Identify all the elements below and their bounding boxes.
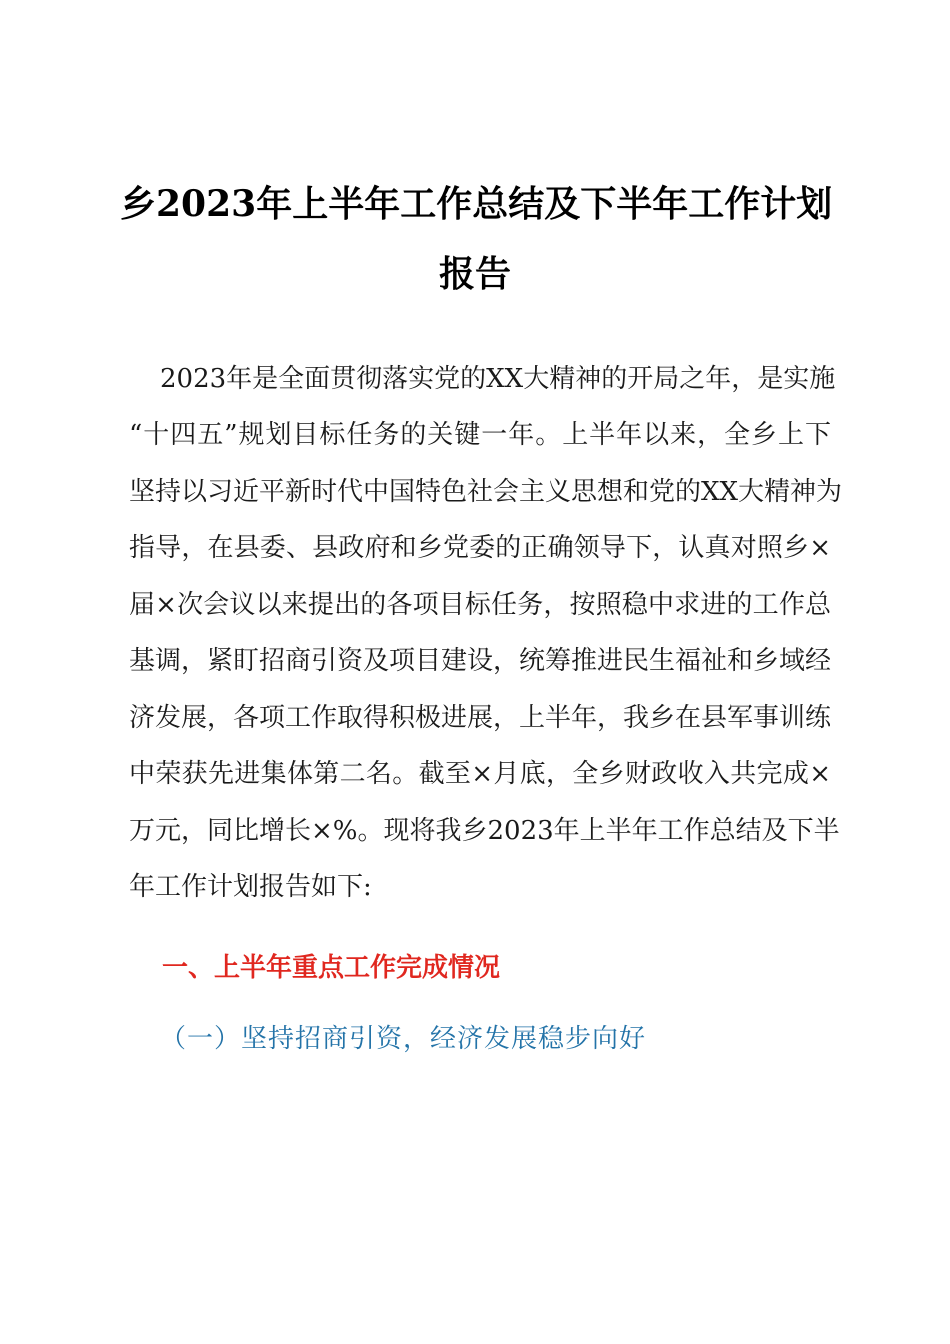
intro-paragraph-line: “十四五”规划目标任务的关键一年。上半年以来，全乡上下	[129, 420, 831, 450]
document-title-line-2: 报告	[438, 253, 511, 295]
document-title-line-1: 乡2023年上半年工作总结及下半年工作计划	[120, 183, 833, 225]
intro-paragraph-line: 中荣获先进集体第二名。截至×月底，全乡财政收入共完成×	[129, 759, 831, 789]
intro-paragraph-line: 届×次会议以来提出的各项目标任务，按照稳中求进的工作总	[129, 590, 831, 620]
subsection-heading: （一）坚持招商引资，经济发展稳步向好	[160, 1024, 647, 1054]
intro-paragraph-line: 年工作计划报告如下:	[129, 872, 372, 902]
intro-paragraph-line: 济发展，各项工作取得积极进展，上半年，我乡在县军事训练	[129, 703, 832, 733]
intro-paragraph-line: 坚持以习近平新时代中国特色社会主义思想和党的XX大精神为	[129, 477, 843, 507]
intro-paragraph-line: 2023年是全面贯彻落实党的XX大精神的开局之年，是实施	[160, 364, 836, 394]
intro-paragraph-line: 指导，在县委、县政府和乡党委的正确领导下，认真对照乡×	[129, 533, 831, 563]
intro-paragraph-line: 万元，同比增长×%。现将我乡2023年上半年工作总结及下半	[129, 816, 840, 846]
section-heading: 一、上半年重点工作完成情况	[162, 953, 501, 983]
intro-paragraph-line: 基调，紧盯招商引资及项目建设，统筹推进民生福祉和乡域经	[129, 646, 832, 676]
